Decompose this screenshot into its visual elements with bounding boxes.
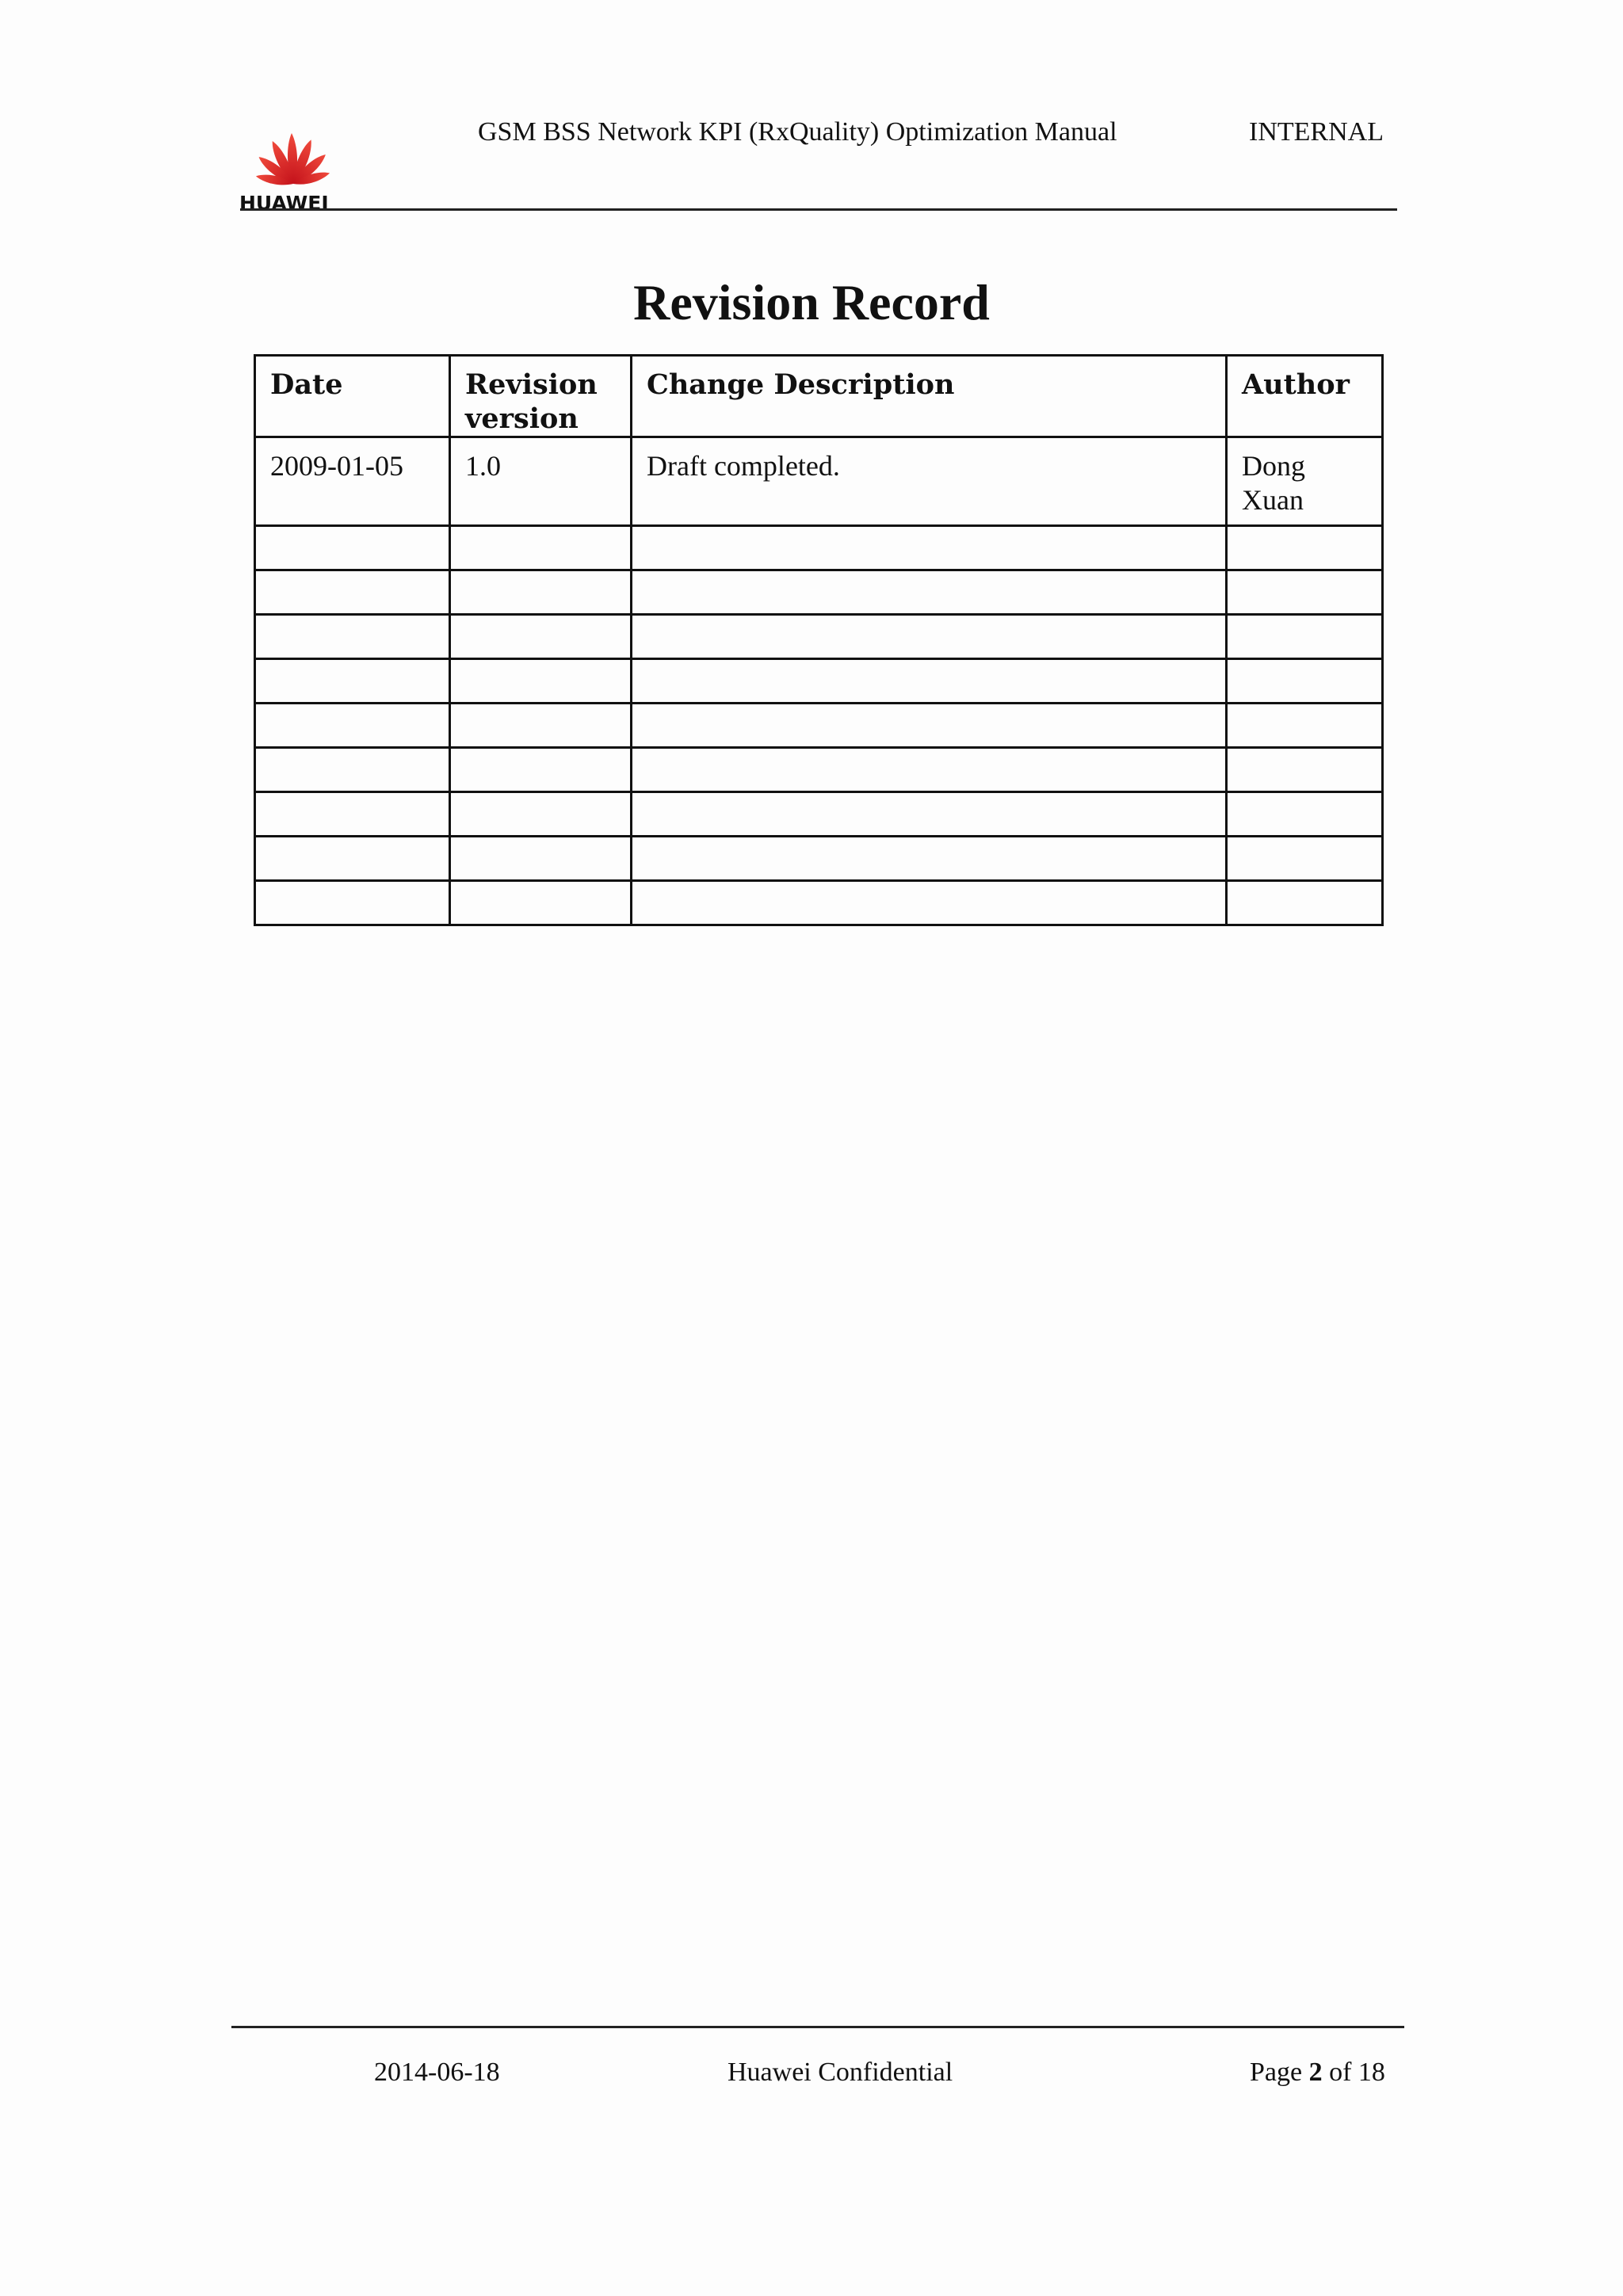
table-header-row xyxy=(255,356,1383,437)
empty-cell xyxy=(1227,659,1383,704)
cell-change-description: Draft completed. xyxy=(632,437,1227,526)
table-row-empty xyxy=(255,748,1383,792)
empty-cell xyxy=(450,792,632,837)
empty-cell xyxy=(450,615,632,659)
cell-author-line2: Xuan xyxy=(1242,484,1304,516)
empty-cell xyxy=(632,837,1227,881)
footer-page-suffix: of 18 xyxy=(1322,2058,1385,2087)
header-document-title: GSM BSS Network KPI (RxQuality) Optimization Manual xyxy=(478,117,1117,147)
empty-cell xyxy=(255,659,450,704)
column-header-revision-line1: Revision xyxy=(465,368,598,401)
empty-cell xyxy=(632,570,1227,615)
table-row-empty xyxy=(255,881,1383,925)
empty-cell xyxy=(632,526,1227,570)
table-row-empty xyxy=(255,837,1383,881)
column-header-date: Date xyxy=(255,356,450,437)
column-header-revision-line2: version xyxy=(465,402,579,435)
footer-page-number xyxy=(1250,2058,1385,2088)
empty-cell xyxy=(450,570,632,615)
empty-cell xyxy=(255,570,450,615)
empty-cell xyxy=(1227,792,1383,837)
huawei-logo xyxy=(238,111,349,212)
huawei-logo-text: HUAWEI xyxy=(239,192,329,212)
empty-cell xyxy=(450,748,632,792)
footer-current-page: 2 xyxy=(1308,2058,1323,2087)
footer-date: 2014-06-18 xyxy=(374,2058,500,2087)
table-row xyxy=(255,437,1383,526)
huawei-logo-icon xyxy=(238,111,349,212)
empty-cell xyxy=(1227,526,1383,570)
table-row-empty xyxy=(255,570,1383,615)
empty-cell xyxy=(1227,748,1383,792)
empty-cell xyxy=(1227,881,1383,925)
empty-cell xyxy=(632,748,1227,792)
empty-cell xyxy=(450,704,632,748)
footer-divider xyxy=(231,2026,1404,2028)
table-row-empty xyxy=(255,659,1383,704)
cell-date: 2009-01-05 xyxy=(255,437,450,526)
empty-cell xyxy=(255,881,450,925)
empty-cell xyxy=(632,792,1227,837)
footer-confidentiality: Huawei Confidential xyxy=(727,2058,953,2087)
empty-cell xyxy=(450,881,632,925)
empty-cell xyxy=(632,615,1227,659)
page-title: Revision Record xyxy=(633,274,990,330)
empty-cell xyxy=(255,748,450,792)
column-header-revision-version xyxy=(450,356,632,437)
column-header-change-description: Change Description xyxy=(632,356,1227,437)
table-row-empty xyxy=(255,704,1383,748)
cell-version: 1.0 xyxy=(450,437,632,526)
empty-cell xyxy=(450,837,632,881)
empty-cell xyxy=(1227,837,1383,881)
empty-cell xyxy=(450,526,632,570)
cell-author-line1: Dong xyxy=(1242,450,1305,482)
revision-record-table xyxy=(254,354,1384,926)
empty-cell xyxy=(632,704,1227,748)
empty-cell xyxy=(1227,570,1383,615)
cell-author xyxy=(1227,437,1383,526)
empty-cell xyxy=(632,659,1227,704)
header-divider xyxy=(240,208,1397,211)
empty-cell xyxy=(255,615,450,659)
column-header-author: Author xyxy=(1227,356,1383,437)
empty-cell xyxy=(632,881,1227,925)
empty-cell xyxy=(255,704,450,748)
header-classification: INTERNAL xyxy=(1249,117,1384,147)
table-row-empty xyxy=(255,526,1383,570)
table-row-empty xyxy=(255,615,1383,659)
empty-cell xyxy=(255,526,450,570)
empty-cell xyxy=(255,837,450,881)
empty-cell xyxy=(450,659,632,704)
empty-cell xyxy=(1227,615,1383,659)
empty-cell xyxy=(1227,704,1383,748)
footer-page-prefix: Page xyxy=(1250,2058,1309,2087)
table-row-empty xyxy=(255,792,1383,837)
empty-cell xyxy=(255,792,450,837)
